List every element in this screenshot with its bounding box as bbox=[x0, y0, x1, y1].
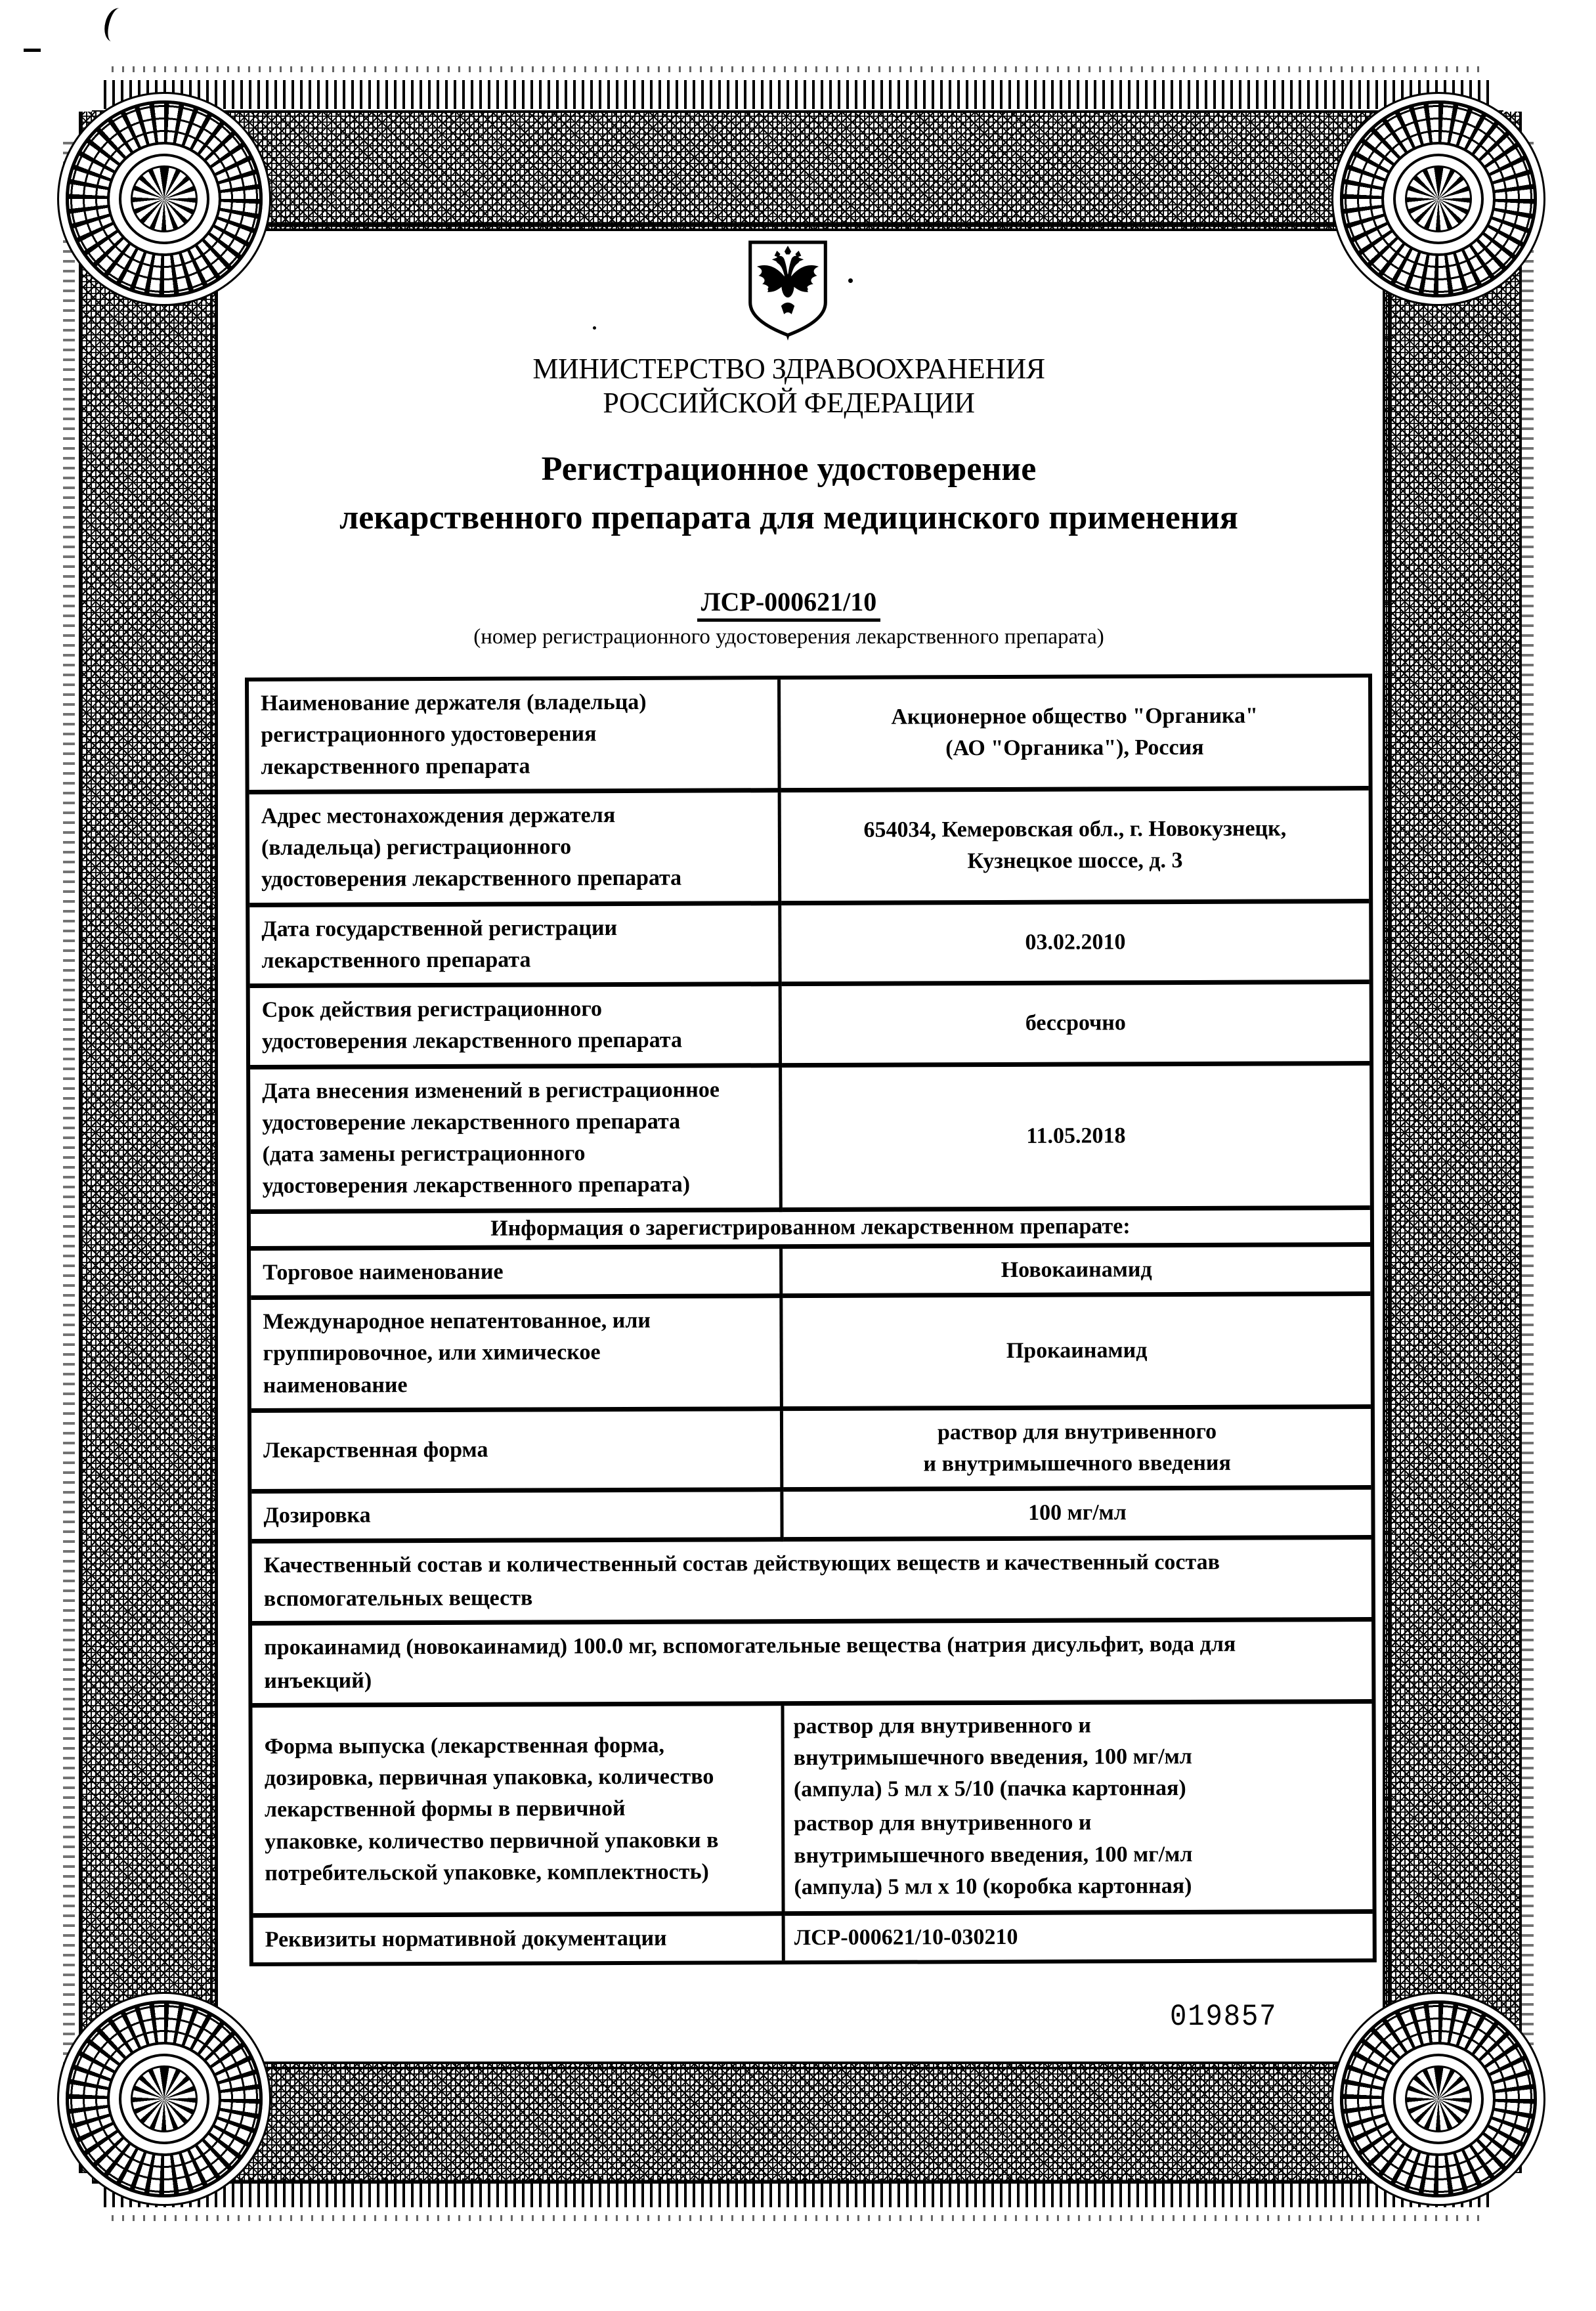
address-value: 654034, Кемеровская обл., г. Новокузнецк, Кузнецкое шоссе, д. 3 bbox=[781, 790, 1370, 905]
composition-value: прокаинамид (новокаинамид) 100.0 мг, вспомогательные вещества (натрия дисульфит, вода для инъекций) bbox=[252, 1622, 1371, 1708]
composition-header: Качественный состав и количественный состав действующих веществ и качественный состав вспомогательных веществ bbox=[252, 1540, 1371, 1626]
address-label: Адрес местонахождения держателя (владельца) регистрационного удостоверения лекарственного препарата bbox=[249, 792, 782, 907]
validity-label: Срок действия регистрационного удостоверения лекарственного препарата bbox=[250, 986, 782, 1069]
frame-fringe-right bbox=[1522, 138, 1534, 2134]
normative-value: ЛСР-000621/10-030210 bbox=[794, 1925, 1018, 1951]
dosage-label: Дозировка bbox=[251, 1492, 783, 1543]
info-section-header: Информация о зарегистрированном лекарственном препарате: bbox=[251, 1210, 1370, 1251]
amendment-label: Дата внесения изменений в регистрационное удостоверение лекарственного препарата (дата замены регистрационного удостоверения лекарственного препарата) bbox=[250, 1068, 783, 1214]
registration-number: ЛСР-000621/10 bbox=[0, 586, 1587, 617]
corner-rosette-bottom-right-icon bbox=[1340, 2000, 1537, 2197]
ministry-line1: МИНИСТЕРСТВО ЗДРАВООХРАНЕНИЯ bbox=[532, 353, 1045, 385]
frame-fringe-left bbox=[63, 138, 75, 2134]
release-form-label: Форма выпуска (лекарственная форма, дозировка, первичная упаковка, количество лекарственной формы в первичной упаковке, количество первичной упаковки в потребительской упаковке, комплектность) bbox=[252, 1706, 785, 1918]
dosage-value: 100 мг/мл bbox=[783, 1490, 1371, 1541]
document-title bbox=[0, 445, 1587, 542]
inn-label: Международное непатентованное, или группировочное, или химическое наименование bbox=[251, 1298, 783, 1413]
frame-fringe-bottom-dots bbox=[112, 2215, 1484, 2221]
amendment-value: 11.05.2018 bbox=[782, 1066, 1370, 1212]
normative-label: Реквизиты нормативной документации bbox=[253, 1916, 785, 1962]
dosage-form-value: раствор для внутривенного и внутримышечного введения bbox=[783, 1409, 1371, 1492]
serial-number: 019857 bbox=[1170, 2000, 1278, 2034]
corner-rosette-bottom-left-icon bbox=[66, 2000, 263, 2197]
frame-fringe-bottom bbox=[104, 2178, 1492, 2207]
title-line1: Регистрационное удостоверение bbox=[541, 450, 1037, 488]
certificate-table bbox=[245, 674, 1377, 1966]
russia-coat-of-arms-icon bbox=[746, 239, 830, 341]
validity-value: бессрочно bbox=[782, 984, 1370, 1068]
scan-artifact-paren bbox=[101, 6, 130, 44]
frame-fringe-top bbox=[104, 80, 1492, 109]
scan-artifact-dot bbox=[848, 278, 853, 283]
ministry-header bbox=[0, 352, 1587, 420]
inn-value: Прокаинамид bbox=[783, 1296, 1371, 1411]
registration-number-caption: (номер регистрационного удостоверения лекарственного препарата) bbox=[473, 625, 1104, 649]
frame-band-bottom bbox=[92, 2062, 1503, 2184]
reg-date-value: 03.02.2010 bbox=[781, 903, 1369, 987]
release-form-value: раствор для внутривенного и внутримышечного введения, 100 мг/мл (ампула) 5 мл х 5/10 (пачка картонная) раствор для внутривенного и внутримышечного введения, 100 мг/мл (ампула) 5 мл х 10 (коробка картонная) bbox=[784, 1704, 1372, 1916]
holder-value: Акционерное общество "Органика" (АО "Органика"), Россия bbox=[781, 678, 1369, 792]
trade-name-value: Новокаинамид bbox=[783, 1247, 1370, 1298]
scan-artifact-dash bbox=[24, 49, 41, 52]
scan-artifact-dot bbox=[593, 326, 596, 330]
trade-name-label: Торговое наименование bbox=[251, 1249, 783, 1300]
ministry-line2: РОССИЙСКОЙ ФЕДЕРАЦИИ bbox=[603, 386, 975, 419]
frame-band-right bbox=[1383, 112, 1522, 2173]
frame-fringe-top-dots bbox=[112, 66, 1484, 72]
dosage-form-label: Лекарственная форма bbox=[251, 1411, 783, 1494]
corner-rosette-top-right-icon bbox=[1340, 100, 1537, 297]
reg-date-label: Дата государственной регистрации лекарственного препарата bbox=[249, 905, 781, 988]
corner-rosette-top-left-icon bbox=[66, 100, 263, 297]
title-line2: лекарственного препарата для медицинского применения bbox=[339, 498, 1238, 536]
holder-label: Наименование держателя (владельца) регистрационного удостоверения лекарственного препарата bbox=[249, 680, 781, 794]
frame-band-top bbox=[92, 110, 1503, 231]
frame-band-left bbox=[79, 112, 218, 2173]
